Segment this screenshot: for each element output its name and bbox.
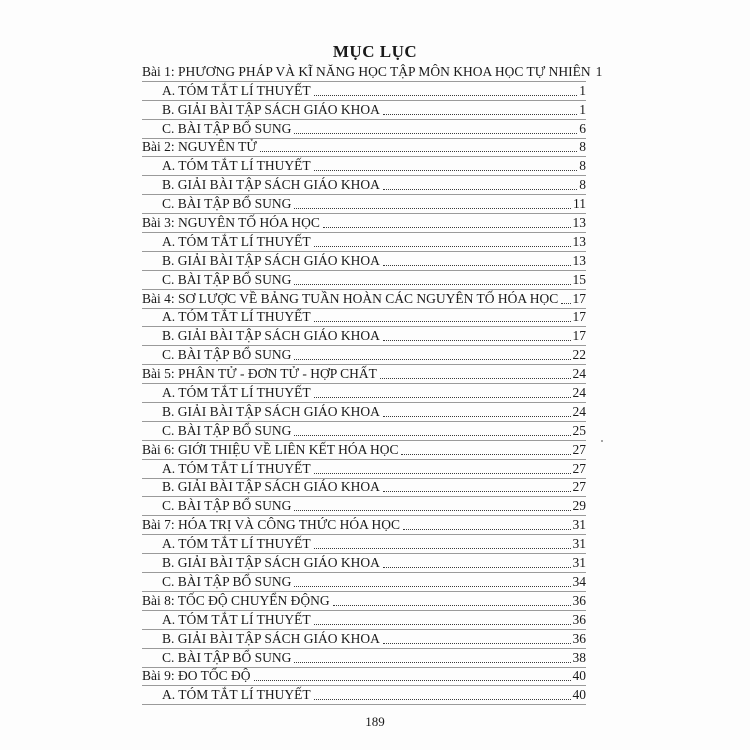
toc-entry-section: [142, 535, 586, 554]
toc-entry-label: Bài 1: PHƯƠNG PHÁP VÀ KĨ NĂNG HỌC TẬP MÔN KHOA HỌC TỰ NHIÊN: [142, 63, 591, 79]
toc-entry-label: B. GIẢI BÀI TẬP SÁCH GIÁO KHOA: [162, 252, 380, 268]
toc-entry-page: 24: [572, 403, 586, 419]
toc-entry-label: C. BÀI TẬP BỔ SUNG: [162, 422, 292, 438]
leader-dots: [314, 321, 571, 322]
toc-entry-page: 36: [572, 611, 586, 627]
toc-entry-label: A. TÓM TẮT LÍ THUYẾT: [162, 158, 311, 174]
toc-entry-page: 15: [572, 271, 586, 287]
leader-dots: [383, 265, 571, 266]
toc-entry-section: [142, 195, 586, 214]
toc-entry-lesson: [142, 63, 603, 82]
toc-entry-label: A. TÓM TẮT LÍ THUYẾT: [162, 536, 311, 552]
leader-dots: [294, 586, 570, 587]
toc-entry-label: A. TÓM TẮT LÍ THUYẾT: [162, 309, 311, 325]
leader-dots: [333, 605, 571, 606]
toc-entry-page: 1: [579, 82, 586, 98]
toc-entry-label: Bài 8: TỐC ĐỘ CHUYỂN ĐỘNG: [142, 592, 330, 608]
toc-entry-section: [142, 384, 586, 403]
toc-entry-section: [142, 573, 586, 592]
toc-entry-section: [142, 460, 586, 479]
toc-entry-page: 8: [579, 177, 586, 193]
toc-entry-page: 38: [572, 649, 586, 665]
toc-entry-lesson: [142, 441, 586, 460]
toc-entry-page: 8: [579, 139, 586, 155]
toc-entry-lesson: [142, 516, 586, 535]
toc-entry-page: 27: [572, 441, 586, 457]
table-of-contents: [142, 63, 603, 705]
toc-entry-label: C. BÀI TẬP BỔ SUNG: [162, 120, 292, 136]
toc-entry-section: [142, 649, 586, 668]
toc-entry-section: [142, 82, 586, 101]
toc-entry-label: Bài 7: HÓA TRỊ VÀ CÔNG THỨC HÓA HỌC: [142, 517, 400, 533]
toc-entry-section: [142, 233, 586, 252]
toc-entry-section: [142, 120, 586, 139]
toc-entry-section: [142, 271, 586, 290]
toc-entry-section: [142, 403, 586, 422]
toc-entry-section: [142, 157, 586, 176]
leader-dots: [383, 189, 577, 190]
toc-entry-section: [142, 327, 586, 346]
page-number: 189: [365, 714, 385, 729]
leader-dots: [294, 510, 570, 511]
toc-entry-section: [142, 479, 586, 498]
page-title: MỤC LỤC: [332, 42, 418, 61]
toc-entry-label: A. TÓM TẮT LÍ THUYẾT: [162, 233, 311, 249]
toc-entry-page: 22: [572, 347, 586, 363]
toc-entry-label: B. GIẢI BÀI TẬP SÁCH GIÁO KHOA: [162, 555, 380, 571]
toc-entry-label: C. BÀI TẬP BỔ SUNG: [162, 649, 292, 665]
toc-entry-page: 6: [579, 120, 586, 136]
leader-dots: [314, 95, 578, 96]
toc-entry-page: 13: [572, 252, 586, 268]
toc-entry-label: Bài 3: NGUYÊN TỐ HÓA HỌC: [142, 215, 320, 231]
toc-entry-lesson: [142, 592, 586, 611]
leader-dots: [383, 416, 571, 417]
toc-entry-label: B. GIẢI BÀI TẬP SÁCH GIÁO KHOA: [162, 328, 380, 344]
leader-dots: [401, 454, 570, 455]
toc-entry-page: 17: [572, 309, 586, 325]
leader-dots: [314, 473, 571, 474]
toc-entry-label: B. GIẢI BÀI TẬP SÁCH GIÁO KHOA: [162, 101, 380, 117]
toc-entry-page: 31: [572, 536, 586, 552]
leader-dots: [383, 643, 571, 644]
toc-entry-page: 24: [572, 385, 586, 401]
toc-entry-label: C. BÀI TẬP BỔ SUNG: [162, 271, 292, 287]
toc-entry-page: 17: [572, 328, 586, 344]
toc-entry-section: [142, 497, 586, 516]
toc-entry-page: 13: [572, 233, 586, 249]
toc-entry-section: [142, 686, 586, 705]
toc-entry-section: [142, 422, 586, 441]
toc-entry-label: Bài 5: PHÂN TỬ - ĐƠN TỬ - HỢP CHẤT: [142, 366, 377, 382]
toc-entry-page: 31: [572, 555, 586, 571]
toc-entry-label: C. BÀI TẬP BỔ SUNG: [162, 347, 292, 363]
leader-dots: [383, 114, 577, 115]
scan-speck: [601, 440, 603, 442]
toc-entry-page: 40: [572, 668, 586, 684]
leader-dots: [294, 133, 577, 134]
leader-dots: [294, 662, 570, 663]
toc-entry-section: [142, 611, 586, 630]
toc-entry-label: A. TÓM TẮT LÍ THUYẾT: [162, 385, 311, 401]
toc-entry-label: B. GIẢI BÀI TẬP SÁCH GIÁO KHOA: [162, 630, 380, 646]
toc-entry-section: [142, 252, 586, 271]
toc-entry-label: Bài 2: NGUYÊN TỬ: [142, 139, 257, 155]
toc-entry-lesson: [142, 668, 586, 687]
toc-entry-page: 24: [572, 366, 586, 382]
leader-dots: [314, 699, 571, 700]
leader-dots: [314, 397, 571, 398]
leader-dots: [383, 340, 571, 341]
leader-dots: [314, 624, 571, 625]
toc-entry-page: 13: [572, 215, 586, 231]
toc-entry-label: Bài 6: GIỚI THIỆU VỀ LIÊN KẾT HÓA HỌC: [142, 441, 399, 457]
toc-entry-page: 1: [579, 101, 586, 117]
toc-entry-label: B. GIẢI BÀI TẬP SÁCH GIÁO KHOA: [162, 403, 380, 419]
toc-entry-page: 17: [572, 290, 586, 306]
toc-entry-lesson: [142, 214, 586, 233]
leader-dots: [294, 359, 570, 360]
toc-entry-section: [142, 176, 586, 195]
toc-entry-label: A. TÓM TẮT LÍ THUYẾT: [162, 82, 311, 98]
toc-entry-page: 25: [572, 422, 586, 438]
toc-entry-page: 34: [572, 573, 586, 589]
toc-entry-section: [142, 309, 586, 328]
toc-entry-label: C. BÀI TẬP BỔ SUNG: [162, 196, 292, 212]
toc-entry-lesson: [142, 139, 586, 158]
leader-dots: [403, 529, 571, 530]
toc-entry-label: Bài 9: ĐO TỐC ĐỘ: [142, 668, 251, 684]
toc-entry-page: 11: [573, 196, 586, 212]
toc-entry-section: [142, 101, 586, 120]
toc-entry-page: 29: [572, 498, 586, 514]
leader-dots: [323, 227, 571, 228]
toc-entry-section: [142, 630, 586, 649]
toc-entry-lesson: [142, 290, 586, 309]
leader-dots: [561, 303, 570, 304]
toc-entry-page: 27: [572, 479, 586, 495]
toc-entry-page: 1: [595, 63, 603, 79]
toc-entry-label: A. TÓM TẮT LÍ THUYẾT: [162, 687, 311, 703]
leader-dots: [380, 378, 571, 379]
leader-dots: [294, 208, 571, 209]
leader-dots: [314, 170, 578, 171]
toc-entry-label: C. BÀI TẬP BỔ SUNG: [162, 573, 292, 589]
toc-entry-label: Bài 4: SƠ LƯỢC VỀ BẢNG TUẦN HOÀN CÁC NGUYÊN TỐ HÓA HỌC: [142, 290, 559, 306]
toc-entry-label: A. TÓM TẮT LÍ THUYẾT: [162, 611, 311, 627]
toc-entry-page: 40: [572, 687, 586, 703]
toc-entry-page: 36: [572, 630, 586, 646]
toc-entry-section: [142, 346, 586, 365]
leader-dots: [314, 246, 571, 247]
toc-entry-label: B. GIẢI BÀI TẬP SÁCH GIÁO KHOA: [162, 479, 380, 495]
leader-dots: [383, 491, 571, 492]
leader-dots: [254, 680, 571, 681]
leader-dots: [314, 548, 571, 549]
toc-entry-page: 8: [579, 158, 586, 174]
toc-entry-label: A. TÓM TẮT LÍ THUYẾT: [162, 460, 311, 476]
leader-dots: [294, 284, 570, 285]
leader-dots: [294, 435, 570, 436]
toc-entry-label: C. BÀI TẬP BỔ SUNG: [162, 498, 292, 514]
leader-dots: [383, 567, 571, 568]
toc-entry-page: 31: [572, 517, 586, 533]
toc-entry-page: 36: [572, 592, 586, 608]
toc-entry-section: [142, 554, 586, 573]
leader-dots: [260, 151, 577, 152]
toc-entry-label: B. GIẢI BÀI TẬP SÁCH GIÁO KHOA: [162, 177, 380, 193]
toc-entry-lesson: [142, 365, 586, 384]
toc-entry-page: 27: [572, 460, 586, 476]
